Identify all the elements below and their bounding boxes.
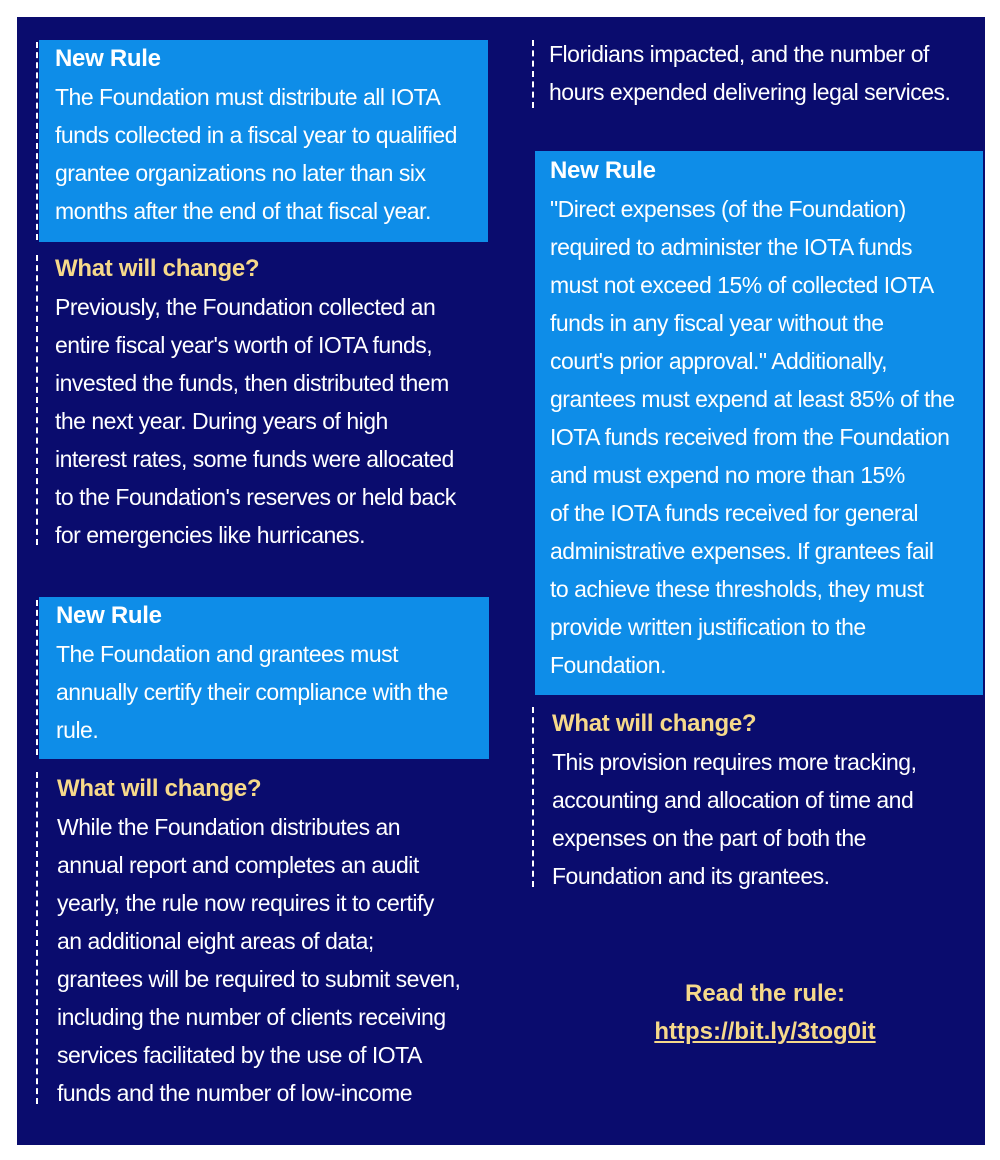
what-will-change-3 — [552, 705, 982, 895]
dashed-line-change1 — [36, 255, 38, 545]
what-will-change-3-title: What will change? — [552, 710, 757, 737]
what-will-change-1 — [55, 250, 495, 554]
new-rule-3-title: New Rule — [550, 157, 656, 184]
read-rule-label: Read the rule: — [684, 980, 846, 1007]
new-rule-3-text: "Direct expenses (of the Foundation) required to administer the IOTA funds must not exceed 15% of collected IOTA funds in any fiscal year without the court's prior approval." Additionally, grantees must expend at least 85% of the IOTA funds received from the Foundation and must expend no more than 15% of the IOTA funds received for general administrative expenses. If grantees fail to achieve these thresholds, they must provide written justification to the Foundation. — [550, 196, 955, 678]
continuation-text-block — [549, 35, 979, 111]
dashed-line-change3 — [532, 707, 534, 887]
what-will-change-3-text: This provision requires more tracking, accounting and allocation of time and expenses on the part of both the Foundation and its grantees. — [552, 749, 917, 889]
rule-link[interactable]: https://bit.ly/3tog0it — [654, 1018, 876, 1045]
dashed-line-change2 — [36, 772, 38, 1104]
dashed-line-continuation — [532, 40, 534, 108]
new-rule-2 — [56, 597, 486, 749]
new-rule-1 — [55, 40, 485, 230]
what-will-change-2-text: While the Foundation distributes an annual report and completes an audit yearly, the rule now requires it to certify an additional eight areas of data; grantees will be required to submit seven, including the number of clients receiving services facilitated by the use of IOTA funds and the number of low-income — [57, 814, 461, 1106]
read-rule-block — [630, 975, 900, 1051]
what-will-change-1-title: What will change? — [55, 255, 260, 282]
continuation-text: Floridians impacted, and the number of hours expended delivering legal services. — [549, 41, 951, 105]
what-will-change-2 — [57, 770, 497, 1112]
dashed-line-rule2 — [36, 600, 38, 755]
new-rule-1-title: New Rule — [55, 45, 161, 72]
new-rule-2-text: The Foundation and grantees must annually certify their compliance with the rule. — [56, 641, 448, 743]
what-will-change-1-text: Previously, the Foundation collected an entire fiscal year's worth of IOTA funds, invested the funds, then distributed them the next year. During years of high interest rates, some funds were allocated to the Foundation's reserves or held back for emergencies like hurricanes. — [55, 294, 456, 548]
new-rule-2-title: New Rule — [56, 602, 162, 629]
new-rule-1-text: The Foundation must distribute all IOTA funds collected in a fiscal year to qualified grantee organizations no later than six months after the end of that fiscal year. — [55, 84, 457, 224]
what-will-change-2-title: What will change? — [57, 775, 262, 802]
new-rule-3 — [550, 152, 982, 684]
dashed-line-rule1 — [36, 42, 38, 240]
